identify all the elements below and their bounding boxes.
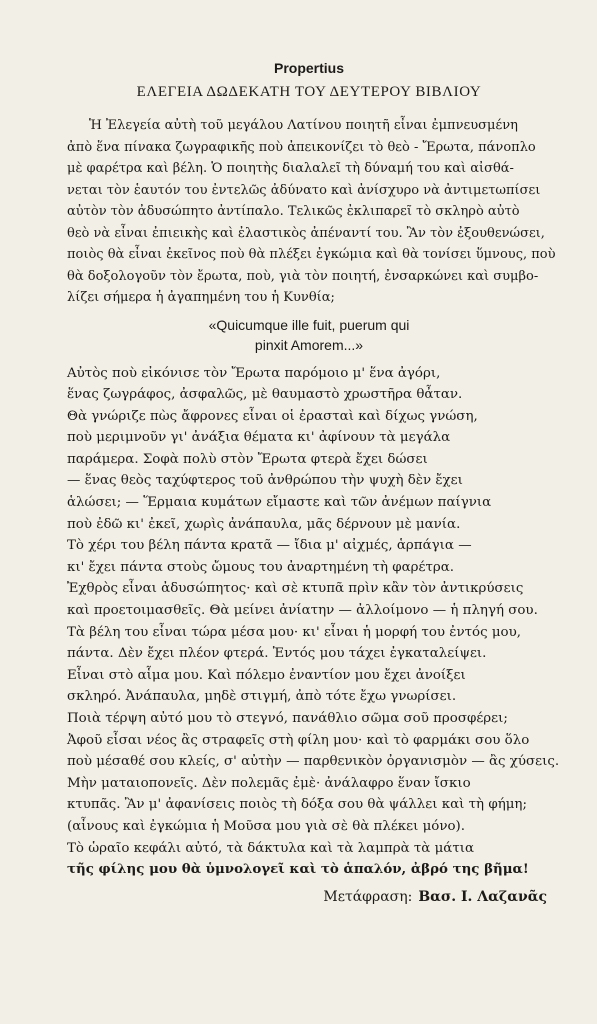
- poem-line: Τὸ χέρι του βέλη πάντα κρατᾶ — ἴδια μ' αἰχμές, ἁρπάγια —: [67, 538, 472, 554]
- quote-line: «Quicumque ille fuit, puerum qui: [208, 316, 410, 333]
- poem-body: [67, 363, 560, 881]
- poem-line: σκληρό. Ἀνάπαυλα, μηδὲ στιγμή, ἀπὸ τότε ἔχω γνωρίσει.: [67, 689, 457, 705]
- poem-line: καὶ προετοιμασθεῖς. Θὰ μείνει ἀνίατην — ἀλλοίμονο — ἡ πληγή σου.: [67, 603, 538, 619]
- poem-line: ἕνας ζωγράφος, ἀσφαλῶς, μὲ θαυμαστὸ χρωστῆρα θἆταν.: [67, 387, 463, 403]
- intro-line: θεὸ νὰ εἶναι ἐπιεικὴς καὶ ἐλαστικὸς ἀπέναντί του. Ἂν τὸν ἐξουθενώσει,: [67, 225, 545, 241]
- poem-line: ποὺ ἐδῶ κι' ἐκεῖ, χωρὶς ἀνάπαυλα, μᾶς δέρνουν μὲ μανία.: [67, 516, 461, 532]
- poem-line: κι' ἔχει πάντα στοὺς ὤμους του ἀναρτημένη τὴ φαρέτρα.: [67, 559, 455, 575]
- intro-line: νεται τὸν ἑαυτόν του ἐντελῶς ἀδύνατο καὶ ἀνίσχυρο νὰ ἀντιμετωπίσει: [67, 182, 541, 198]
- translator-credit: [67, 889, 547, 905]
- intro-line: αὐτὸν τὸν ἀδυσώπητο ἀντίπαλο. Τελικῶς ἐκλιπαρεῖ τὸ σκληρὸ αὐτὸ: [67, 204, 520, 219]
- intro-paragraph: [67, 115, 556, 309]
- poem-line: Θὰ γνώριζε πὼς ἄφρονες εἶναι οἱ ἐρασταὶ καὶ δίχως γνώση,: [67, 408, 478, 424]
- quote-line: pinxit Amorem...»: [254, 336, 364, 353]
- poem-line: ποὺ μεριμνοῦν γι' ἀνάξια θέματα κι' ἀφίνουν τὰ μεγάλα: [67, 430, 451, 446]
- poem-line: Τὸ ὡραῖο κεφάλι αὐτό, τὰ δάκτυλα καὶ τὰ λαμπρὰ τὰ μάτια: [67, 840, 475, 856]
- poem-line: πάντα. Δὲν ἔχει πλέον φτερά. Ἐντός μου τάχει ἐγκαταλείψει.: [67, 646, 487, 662]
- poem-line: Τὰ βέλη του εἶναι τώρα μέσα μου· κι' εἶναι ἡ μορφή του ἐντός μου,: [67, 624, 522, 640]
- intro-line: θὰ δοξολογοῦν τὸν ἔρωτα, ποὺ, γιὰ τὸν ποιητή, ἐνσαρκώνει καὶ συμβο-: [67, 268, 539, 284]
- translator-label: Μετάφραση:: [323, 888, 413, 905]
- poem-line: Εἶναι στὸ αἷμα μου. Καὶ πόλεμο ἐναντίον μου ἔχει ἀνοίξει: [67, 667, 466, 683]
- poem-line: ποὺ μέσαθέ σου κλείς, σ' αὐτὴν — παρθενικὸν ὀργανισμὸν — ἂς χύσεις.: [67, 754, 560, 770]
- latin-epigraph: [67, 315, 551, 355]
- poem-line: Ἀφοῦ εἶσαι νέος ἂς στραφεῖς στὴ φίλη μου· καὶ τὸ φαρμάκι σου ὅλο: [67, 732, 530, 748]
- translator-name: Βασ. Ι. Λαζανᾶς: [418, 888, 547, 905]
- poem-line: κτυπᾶς. Ἂν μ' ἀφανίσεις ποιὸς τὴ δόξα σου θὰ ψάλλει καὶ τὴ φήμη;: [67, 797, 527, 813]
- poem-line: ἁλώσει; — Ἕρμαια κυμάτων εἴμαστε καὶ τῶν ἀνέμων παίγνια: [67, 495, 492, 511]
- intro-line: ποιὸς θὰ εἶναι ἐκεῖνος ποὺ θὰ πλέξει ἐγκώμια καὶ θὰ τονίσει ὕμνους, ποὺ: [67, 247, 556, 262]
- poem-line: Αὐτὸς ποὺ εἰκόνισε τὸν Ἔρωτα παρόμοιο μ' ἕνα ἀγόρι,: [67, 365, 441, 381]
- author-name: Propertius: [273, 60, 344, 76]
- poem-line: Μὴν ματαιοπονεῖς. Δὲν πολεμᾶς ἐμὲ· ἀνάλαφρο ἕναν ἴσκιο: [67, 775, 471, 791]
- intro-line: Ἡ Ἐλεγεία αὐτὴ τοῦ μεγάλου Λατίνου ποιητῆ εἶναι ἐμπνευσμένη: [89, 118, 518, 133]
- intro-line: λίζει σήμερα ἡ ἀγαπημένη του ἡ Κυνθία;: [67, 290, 335, 305]
- intro-line: ἀπὸ ἕνα πίνακα ζωγραφικῆς ποὺ ἀπεικονίζει τὸ θεὸ - Ἔρωτα, πάνοπλο: [67, 139, 536, 155]
- poem-line: Ἐχθρὸς εἶναι ἀδυσώπητος· καὶ σὲ κτυπᾶ πρὶν κἂν τὸν ἀντικρύσεις: [67, 581, 524, 597]
- poem-line: παράμερα. Σοφὰ πολὺ στὸν Ἔρωτα φτερὰ ἔχει δώσει: [67, 451, 428, 467]
- poem-heading: ΕΛΕΓΕΙΑ ΔΩΔΕΚΑΤΗ ΤΟΥ ΔΕΥΤΕΡΟΥ ΒΙΒΛΙΟΥ: [136, 84, 482, 100]
- poem-line: τῆς φίλης μου θὰ ὑμνολογεῖ καὶ τὸ ἁπαλόν, ἀβρό της βῆμα!: [67, 861, 529, 878]
- poem-line: Ποιὰ τέρψη αὐτό μου τὸ στεγνό, πανάθλιο σῶμα σοῦ προσφέρει;: [67, 711, 508, 726]
- intro-line: μὲ φαρέτρα καὶ βέλη. Ὁ ποιητὴς διαλαλεῖ τὴ δύναμή του καὶ αἰσθά-: [67, 161, 514, 176]
- poem-line: (αἶνους καὶ ἐγκώμια ἡ Μοῦσα μου γιὰ σὲ θὰ πλέκει μόνο).: [67, 818, 466, 834]
- poem-line: — ἕνας θεὸς ταχύφτερος τοῦ ἀνθρώπου τὴν ψυχὴ δὲν ἔχει: [67, 473, 463, 489]
